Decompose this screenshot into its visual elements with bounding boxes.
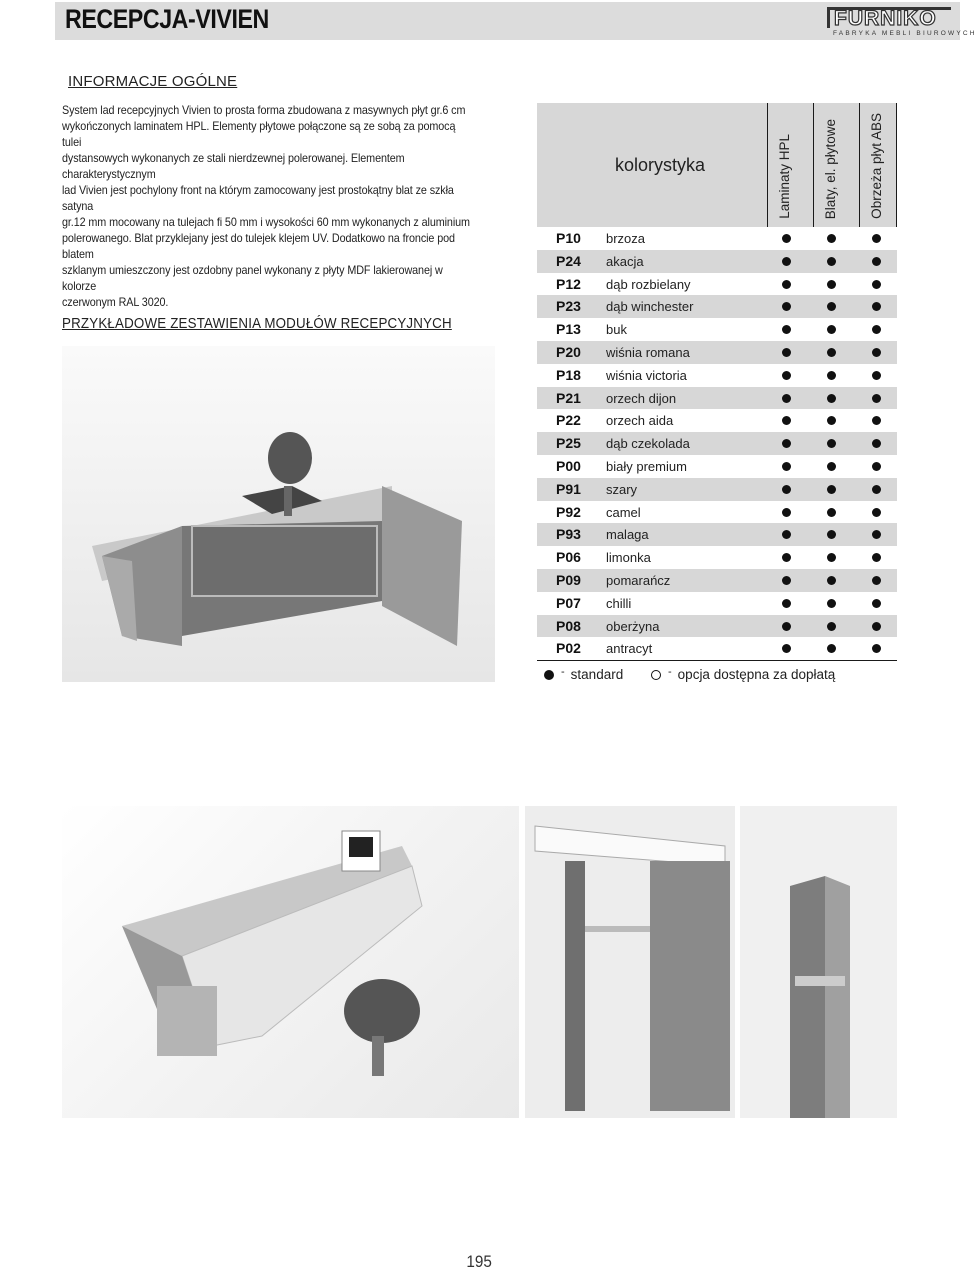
standard-dot-icon (827, 394, 836, 403)
color-code: P21 (556, 389, 581, 406)
color-name: orzech dijon (606, 390, 677, 406)
color-name: dąb winchester (606, 299, 694, 315)
legend-dash: - (668, 665, 672, 678)
info-line: System lad recepcyjnych Vivien to prosta forma zbudowana z masywnych płyt gr.6 cm (62, 104, 466, 117)
standard-dot-icon (782, 530, 791, 539)
standard-dot-icon (782, 371, 791, 380)
standard-dot-icon (782, 394, 791, 403)
color-row (537, 341, 897, 364)
standard-dot-icon (872, 508, 881, 517)
info-line: polerowanego. Blat przyklejany jest do tulejek klejem UV. Dodatkowo na froncie pod blatem (62, 232, 455, 261)
color-code: P23 (556, 298, 581, 315)
color-name: wiśnia victoria (606, 367, 687, 383)
standard-dot-icon (827, 553, 836, 562)
color-row (537, 432, 897, 455)
color-row (537, 227, 897, 250)
standard-dot-icon (827, 234, 836, 243)
brand-name: FURNIKO (827, 7, 951, 28)
color-code: P24 (556, 252, 581, 269)
color-name: biały premium (606, 458, 687, 474)
color-code: P91 (556, 480, 581, 497)
standard-dot-icon (782, 508, 791, 517)
standard-dot-icon (872, 485, 881, 494)
column-header-edges: Obrzeża płyt ABS (869, 113, 884, 219)
color-name: antracyt (606, 641, 653, 657)
legend-optional-label: opcja dostępna za dopłatą (677, 667, 836, 682)
color-row (537, 592, 897, 615)
color-name: camel (606, 504, 641, 520)
color-name: wiśnia romana (606, 344, 690, 360)
brand-tagline: FABRYKA MEBLI BIUROWYCH (833, 30, 977, 37)
color-name: dąb czekolada (606, 436, 690, 452)
color-row (537, 273, 897, 296)
standard-dot-icon (827, 257, 836, 266)
table-bottom-rule (537, 660, 897, 661)
standard-dot-icon (782, 302, 791, 311)
standard-dot-icon (872, 394, 881, 403)
color-code: P09 (556, 571, 581, 588)
info-line: dystansowych wykonanych ze stali nierdzewnej polerowanej. Elementem charakterystycznym (62, 152, 405, 181)
standard-dot-icon (827, 348, 836, 357)
standard-dot-icon (782, 644, 791, 653)
standard-dot-icon (782, 439, 791, 448)
color-row (537, 637, 897, 660)
standard-dot-icon (782, 348, 791, 357)
standard-dot-icon (782, 416, 791, 425)
brand-logo (827, 7, 977, 37)
info-paragraph (62, 103, 471, 311)
standard-dot-icon (872, 234, 881, 243)
standard-dot-icon (782, 462, 791, 471)
reception-desk-photo (62, 346, 495, 682)
color-name: orzech aida (606, 413, 674, 429)
standard-dot-icon (782, 325, 791, 334)
legend-standard-label: standard (570, 667, 624, 682)
standard-dot-icon (872, 371, 881, 380)
color-code: P07 (556, 594, 581, 611)
desk-detail-photo (525, 806, 735, 1118)
standard-dot-icon (872, 280, 881, 289)
standard-dot-icon (827, 530, 836, 539)
standard-dot-icon (782, 234, 791, 243)
color-name: oberżyna (606, 618, 660, 634)
standard-dot-icon (872, 439, 881, 448)
color-code: P02 (556, 640, 581, 657)
color-table-header (537, 103, 897, 227)
standard-dot-icon (872, 348, 881, 357)
color-code: P13 (556, 321, 581, 338)
standard-dot-icon (827, 439, 836, 448)
standard-dot-icon (872, 257, 881, 266)
color-row (537, 615, 897, 638)
standard-dot-icon (872, 530, 881, 539)
color-code: P18 (556, 366, 581, 383)
info-line: szklanym umieszczony jest ozdobny panel wykonany z płyty MDF lakierowanej w kolorze (62, 264, 443, 293)
color-code: P10 (556, 230, 581, 246)
standard-dot-icon (782, 576, 791, 585)
edge-detail-photo (740, 806, 897, 1118)
color-row (537, 569, 897, 592)
standard-dot-icon (827, 325, 836, 334)
info-line: wykończonych laminatem HPL. Elementy płytowe połączone są ze sobą za pomocą tulei (62, 120, 456, 149)
legend-dash: - (561, 665, 565, 678)
color-row (537, 455, 897, 478)
color-row (537, 295, 897, 318)
info-heading: INFORMACJE OGÓLNE (68, 73, 238, 90)
color-table (537, 103, 897, 661)
color-name: malaga (606, 527, 649, 543)
standard-dot-icon (872, 325, 881, 334)
column-divider (859, 103, 860, 227)
color-code: P22 (556, 412, 581, 429)
color-row (537, 364, 897, 387)
color-code: P06 (556, 549, 581, 566)
color-row (537, 478, 897, 501)
color-code: P12 (556, 275, 581, 292)
standard-dot-icon (827, 622, 836, 631)
standard-dot-icon (872, 302, 881, 311)
info-line: gr.12 mm mocowany na tulejach fi 50 mm i wysokości 60 mm wykonanych z aluminium (62, 216, 470, 229)
page-title: RECEPCJA-VIVIEN (65, 4, 269, 34)
standard-dot-icon (872, 622, 881, 631)
column-header-hpl: Laminaty HPL (777, 134, 792, 219)
standard-dot-icon (827, 371, 836, 380)
column-divider (813, 103, 814, 227)
color-name: limonka (606, 550, 651, 566)
header-bar (55, 2, 977, 40)
color-code: P08 (556, 617, 581, 634)
column-divider (896, 103, 897, 227)
color-row (537, 501, 897, 524)
info-line: czerwonym RAL 3020. (62, 296, 169, 309)
standard-dot-icon (872, 576, 881, 585)
standard-dot-icon (872, 553, 881, 562)
color-table-heading: kolorystyka (615, 155, 706, 175)
color-name: brzoza (606, 231, 646, 246)
color-code: P00 (556, 457, 581, 474)
color-table-rows (537, 227, 897, 660)
color-row (537, 318, 897, 341)
color-row (537, 546, 897, 569)
color-code: P20 (556, 343, 581, 360)
standard-dot-icon (782, 599, 791, 608)
standard-dot-icon (782, 622, 791, 631)
standard-dot-icon (827, 416, 836, 425)
standard-dot-icon (827, 508, 836, 517)
workstation-photo (62, 806, 519, 1118)
standard-dot-icon (827, 462, 836, 471)
standard-dot-icon (827, 599, 836, 608)
info-line: lad Vivien jest pochylony front na którym zamocowany jest prostokątny blat ze szkła satyna (62, 184, 454, 213)
column-header-tops: Blaty, el. płytowe (823, 118, 838, 219)
standard-dot-icon (782, 257, 791, 266)
standard-dot-icon (827, 302, 836, 311)
standard-dot-icon (782, 280, 791, 289)
color-name: szary (606, 481, 638, 497)
standard-dot-icon (872, 416, 881, 425)
column-divider (767, 103, 768, 227)
color-name: chilli (606, 595, 632, 611)
modules-heading: PRZYKŁADOWE ZESTAWIENIA MODUŁÓW RECEPCYJNYCH (62, 316, 452, 332)
color-row (537, 409, 897, 432)
filled-dot-icon (544, 670, 554, 680)
standard-dot-icon (827, 576, 836, 585)
standard-dot-icon (872, 599, 881, 608)
standard-dot-icon (827, 280, 836, 289)
standard-dot-icon (782, 553, 791, 562)
color-name: akacja (606, 253, 644, 269)
standard-dot-icon (872, 462, 881, 471)
color-name: pomarańcz (606, 572, 671, 588)
color-row (537, 387, 897, 410)
standard-dot-icon (872, 644, 881, 653)
legend-standard (544, 667, 623, 682)
standard-dot-icon (827, 485, 836, 494)
color-code: P25 (556, 435, 581, 452)
color-row (537, 523, 897, 546)
standard-dot-icon (782, 485, 791, 494)
color-row (537, 250, 897, 273)
color-code: P93 (556, 526, 581, 543)
legend-optional (651, 667, 835, 682)
page-number: 195 (466, 1252, 492, 1271)
color-code: P92 (556, 503, 581, 520)
hollow-dot-icon (651, 670, 661, 680)
color-name: buk (606, 322, 627, 338)
standard-dot-icon (827, 644, 836, 653)
color-name: dąb rozbielany (606, 276, 691, 292)
